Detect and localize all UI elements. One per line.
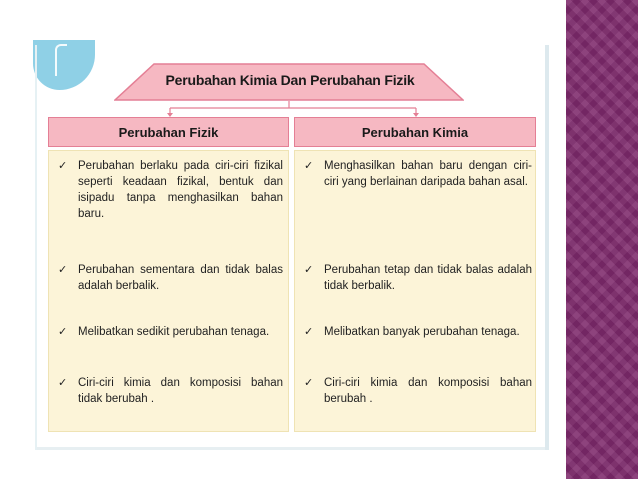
list-item-text: Ciri-ciri kimia dan komposisi bahan berubah .: [324, 377, 532, 405]
list-item-text: Ciri-ciri kimia dan komposisi bahan tidak berubah .: [78, 377, 283, 405]
diagram-title: Perubahan Kimia Dan Perubahan Fizik: [165, 72, 415, 88]
badge-glyph-icon: [55, 44, 67, 76]
decorative-sidebar: [566, 0, 638, 479]
check-icon: ✓: [304, 263, 314, 276]
header-perubahan-kimia: Perubahan Kimia: [294, 117, 536, 147]
list-item-text: Perubahan sementara dan tidak balas adalah berbalik.: [78, 264, 283, 292]
header-perubahan-fizik: Perubahan Fizik: [48, 117, 289, 147]
list-item-text: Menghasilkan bahan baru dengan ciri-ciri yang berlainan daripada bahan asal.: [324, 160, 532, 188]
list-item-text: Melibatkan banyak perubahan tenaga.: [324, 326, 520, 338]
check-icon: ✓: [58, 325, 68, 338]
list-item-text: Perubahan tetap dan tidak balas adalah tidak berbalik.: [324, 264, 532, 292]
check-icon: ✓: [304, 325, 314, 338]
check-icon: ✓: [304, 376, 314, 389]
check-icon: ✓: [58, 263, 68, 276]
list-item-text: Perubahan berlaku pada ciri-ciri fizikal seperti keadaan fizikal, bentuk dan isipadu tanpa menghasilkan bahan baru.: [78, 160, 283, 220]
check-icon: ✓: [58, 159, 68, 172]
list-item-text: Melibatkan sedikit perubahan tenaga.: [78, 326, 270, 338]
check-icon: ✓: [58, 376, 68, 389]
check-icon: ✓: [304, 159, 314, 172]
